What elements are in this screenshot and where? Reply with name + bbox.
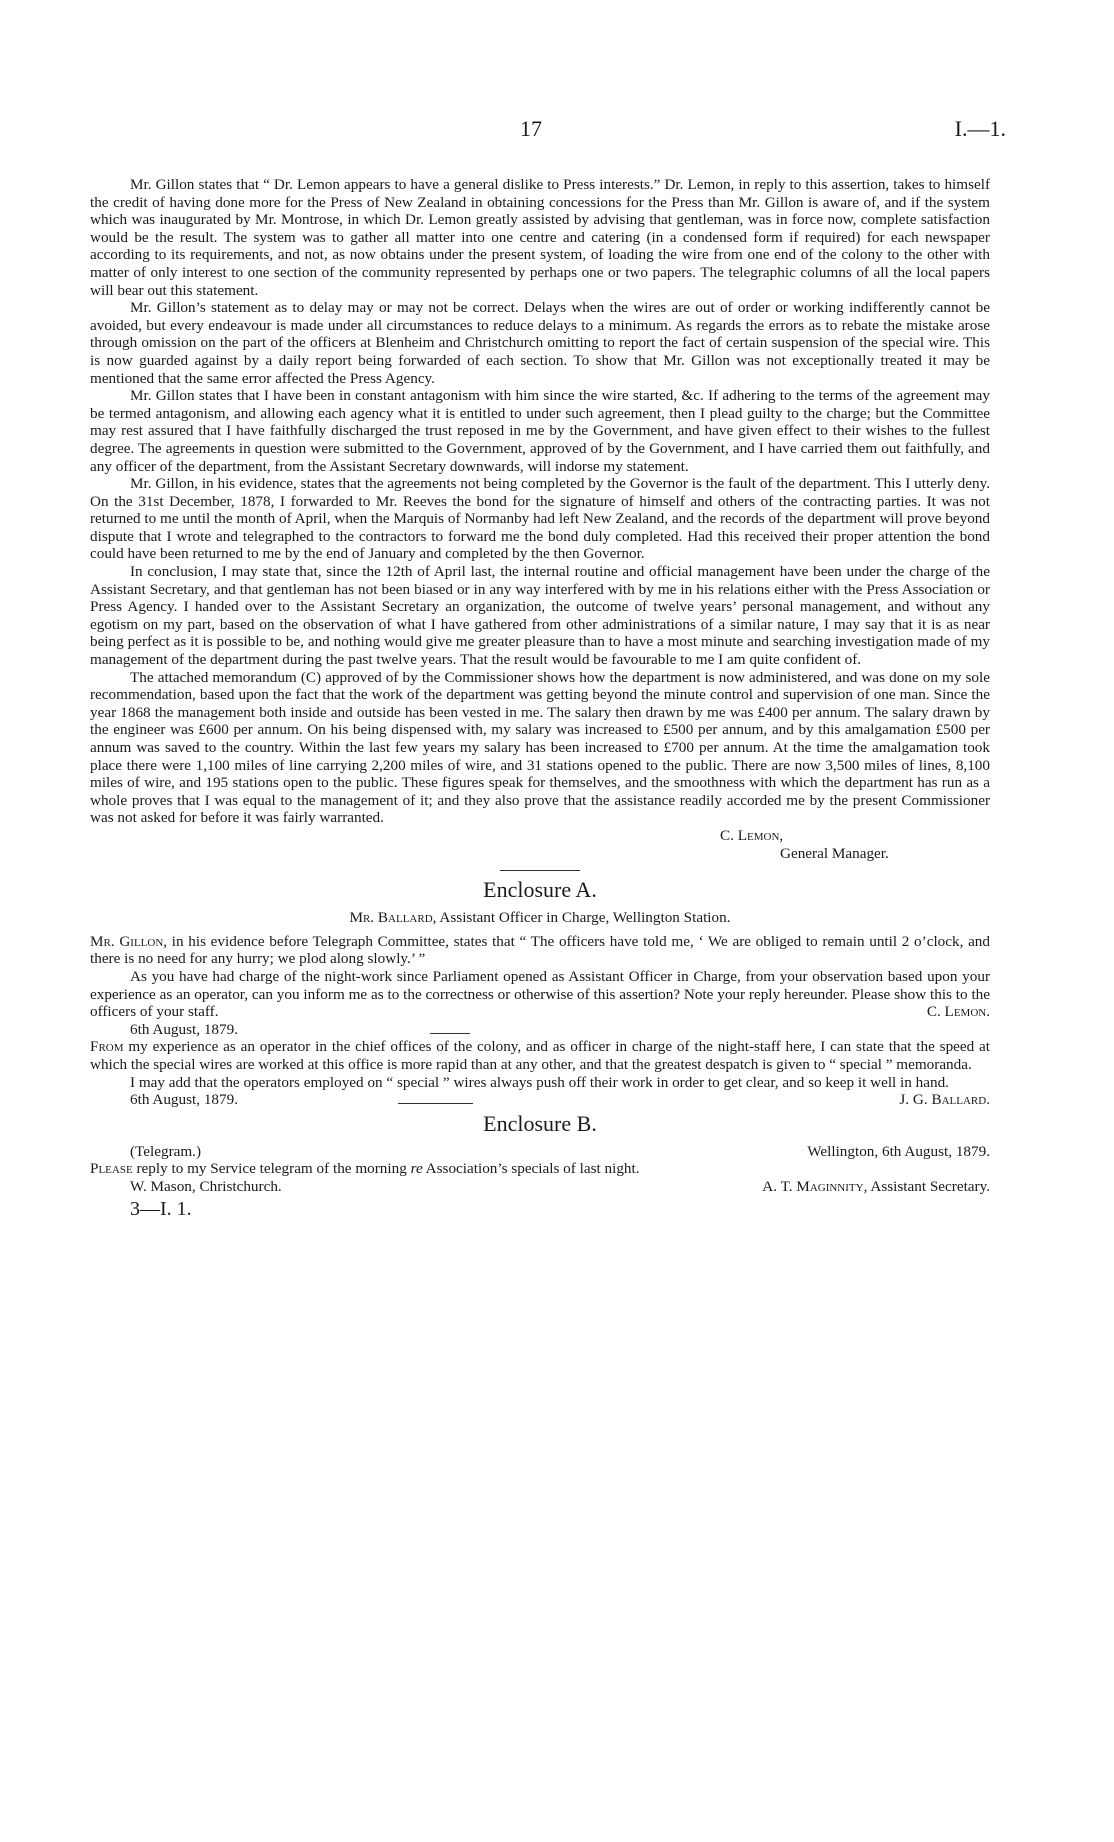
footer-code: 3—I. 1. <box>130 1198 192 1221</box>
reply-signer: J. G. Ballard. <box>899 1091 990 1109</box>
paragraph-memorandum: The attached memorandum (C) approved of by the Commissioner shows how the department is now administered, and was done on my sole recommendation, based upon the fact that the work of the department was getting beyond the minute control and supervision of one man. Since the year 1868 the management both inside and outside has been vested in me. The salary then drawn by me was £400 per annum. The salary drawn by the engineer was £600 per annum. On his being dispensed with, my salary was increased to £500 per annum, and by this amalgamation £500 per annum was saved to the country. Within the last few years my salary has been increased to £700 per annum. At the time the amalgamation took place there were 1,100 miles of line carrying 2,200 miles of wire, and 31 stations opened to the public. There are now 3,500 miles of lines, 8,100 miles of wire, and 195 stations open to the public. These figures speak for themselves, and the smoothness with which the department has run as a whole proves that I was equal to the management of it; and they also prove that the assistance readily accorded me by the present Commissioner was not asked for before it was fairly warranted. <box>90 668 990 827</box>
document-reference: I.—1. <box>954 116 1006 141</box>
page-number: 17 <box>520 116 542 141</box>
telegram-sender-name: A. T. Maginnity, <box>762 1177 868 1195</box>
telegram-body <box>90 1160 990 1178</box>
memo-paragraph-2 <box>90 968 990 1021</box>
memo-divider <box>430 1033 470 1034</box>
telegram-header-row <box>90 1143 990 1161</box>
reply-lead: From <box>90 1038 124 1056</box>
page-header <box>0 116 1114 150</box>
telegram-footer-row <box>90 1178 990 1196</box>
telegram-lead: Please <box>90 1160 133 1178</box>
memo-text-2: As you have had charge of the night-work since Parliament opened as Assistant Officer in Charge, from your observation based upon your experience as an operator, can you inform me as to the correctness or otherwise of this assertion? Note your reply hereunder. Please show this to the officers of your staff. <box>90 967 990 1021</box>
paragraph-conclusion: In conclusion, I may state that, since the 12th of April last, the internal routine and official management have been under the charge of the Assistant Secretary, and that gentleman has not been biased or in any way interfered with by me in his relations either with the Press Association or Press Agency. I handed over to the Assistant Secretary an organization, the outcome of twelve years’ personal management, and without any egotism on my part, based on the observation of what I have gathered from other administrations of a similar nature, I may say that it is as near being perfect as it is possible to be, and nothing would give me greater pleasure than to have a most minute and searching investigation made of my management of the department during the past twelve years. That the result would be favourable to me I am quite confident of. <box>90 563 990 669</box>
enclosure-b-title: Enclosure B. <box>483 1110 597 1136</box>
memo-paragraph-1 <box>90 933 990 968</box>
telegram-recipient: W. Mason, Christchurch. <box>130 1177 282 1195</box>
telegram-place-date: Wellington, 6th August, 1879. <box>807 1142 990 1160</box>
memo-text-1: in his evidence before Telegraph Committee, states that “ The officers have told me, ‘ We are obliged to remain until 2 o’clock, and there is no need for any hurry; we plod along slowly.’ ” <box>90 932 990 968</box>
memo-date-row <box>90 1021 990 1039</box>
paragraph-delays: Mr. Gillon’s statement as to delay may or may not be correct. Delays when the wires are out of order or working indifferently cannot be avoided, but every endeavour is made under all circumstances to reduce delays to a minimum. As regards the errors as to rebate the mistake arose through omission on the part of the officers at Blenheim and Christchurch omitting to report the fact of certain suspension of the special wire. This is now guarded against by a daily report being forwarded of each section. To show that Mr. Gillon was not exceptionally treated it may be mentioned that the same error affected the Press Agency. <box>90 299 990 387</box>
telegram-sender-role: Assistant Secretary. <box>870 1177 990 1195</box>
enclosure-a-addressee <box>90 909 990 927</box>
memo-date: 6th August, 1879. <box>130 1020 239 1038</box>
reply-paragraph-1 <box>90 1038 990 1073</box>
reply-divider <box>398 1103 473 1104</box>
reply-date-row <box>90 1091 990 1109</box>
enclosure-a-title: Enclosure A. <box>483 877 597 903</box>
paragraph-antagonism: Mr. Gillon states that I have been in constant antagonism with him since the wire started, &c. If adhering to the terms of the agreement may be termed antagonism, and allowing each agency what it is entitled to under such agreement, then I plead guilty to the charge; but the Committee may rest assured that I have faithfully discharged the trust reposed in me by the Government, and have given effect to their wishes to the fullest degree. The agreements in question were submitted to the Government, approved of by the Government, and I have carried them out faithfully, and any officer of the department, from the Assistant Secretary downwards, will indorse my statement. <box>90 387 990 475</box>
section-divider <box>500 870 580 871</box>
telegram-text-post: Association’s specials of last night. <box>425 1160 640 1178</box>
telegram-text-pre: reply to my Service telegram of the morning <box>136 1160 407 1178</box>
memo-signer: C. Lemon. <box>926 1003 990 1021</box>
addressee-role: Assistant Officer in Charge, Wellington Station. <box>439 909 731 927</box>
signature-name: C. Lemon, <box>720 826 784 844</box>
reply-date: 6th August, 1879. <box>130 1091 239 1109</box>
document-body <box>90 176 990 1219</box>
signature-title: General Manager. <box>780 844 889 862</box>
addressee-name: Mr. Ballard, <box>349 909 437 927</box>
reply-paragraph-2: I may add that the operators employed on “ special ” wires always push off their work in order to get clear, and so keep it well in hand. <box>130 1073 949 1091</box>
paragraph-agreements: Mr. Gillon, in his evidence, states that the agreements not being completed by the Governor is the fault of the department. This I utterly deny. On the 31st December, 1878, I forwarded to Mr. Reeves the bond for the signature of himself and others of the contracting parties. It was not returned to me until the month of April, when the Marquis of Normanby had left New Zealand, and the records of the department will prove beyond dispute that I wrote and telegraphed to the contractors to forward me the bond duly completed. Had this received their proper attention the bond could have been returned to me by the end of January and completed by the then Governor. <box>90 475 990 563</box>
telegram-sender <box>762 1178 990 1196</box>
telegram-re: re <box>410 1160 423 1178</box>
paragraph-press-interests: Mr. Gillon states that “ Dr. Lemon appears to have a general dislike to Press interests.” Dr. Lemon, in reply to this assertion, takes to himself the credit of having done more for the Press of New Zealand in obtaining concessions for the Press than Mr. Gillon is aware of, and if the system which was inaugurated by Mr. Montrose, in which Dr. Lemon greatly assisted by advising that gentleman, was in force now, complete satisfaction would be the result. The system was to gather all matter into one centre and catering (in a condensed form if required) for each newspaper according to its requirements, and not, as now obtains under the present system, of loading the wire from one end of the colony to the other with matter of only interest to one section of the community represented by perhaps one or two papers. The telegraphic columns of all the local papers will bear out this statement. <box>90 176 990 299</box>
memo-lead: Mr. Gillon, <box>90 932 168 950</box>
reply-text-1: my experience as an operator in the chief offices of the colony, and as officer in charge of the night-staff here, I can state that the speed at which the special wires are worked at this office is more rapid than at any other, and that the greatest despatch is given to “ special ” memoranda. <box>90 1038 991 1073</box>
telegram-type: (Telegram.) <box>130 1142 202 1160</box>
